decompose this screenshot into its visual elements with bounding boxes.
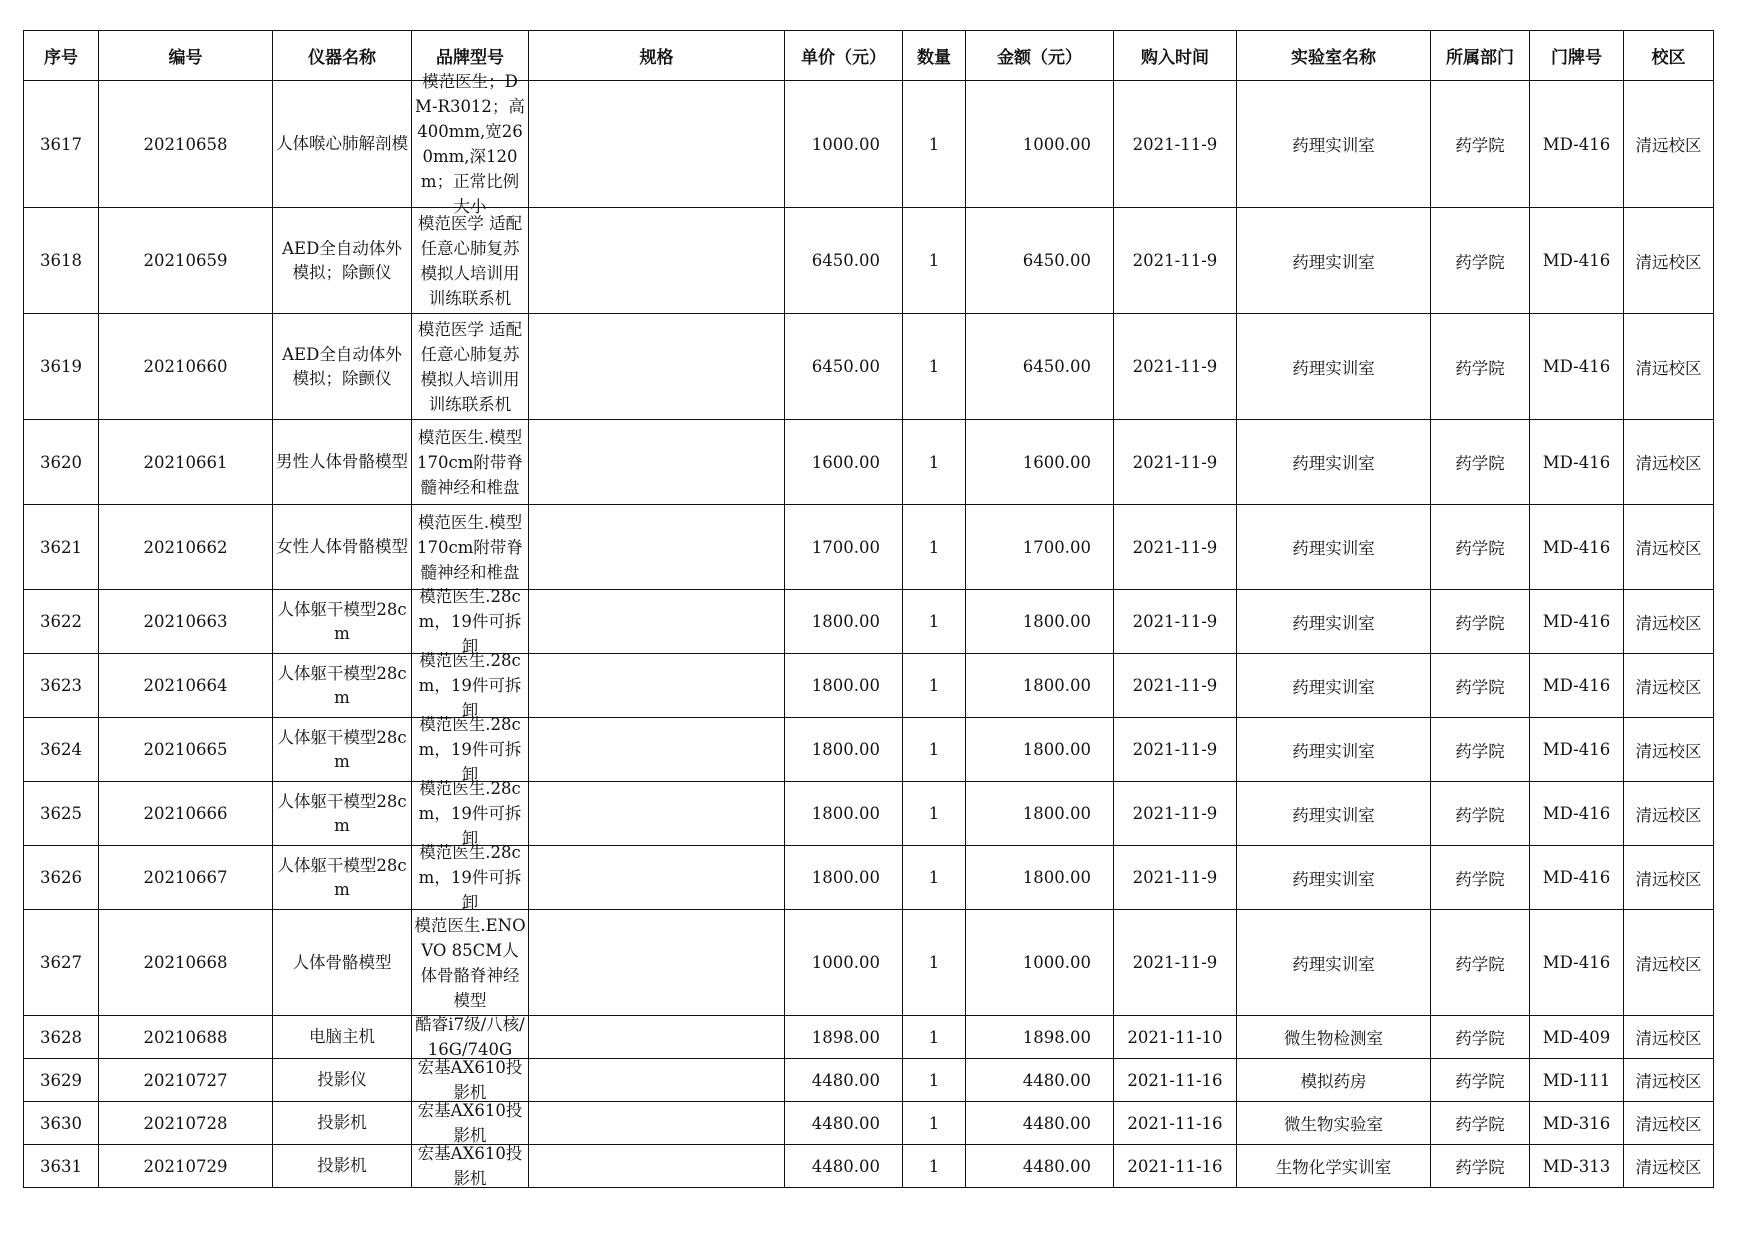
- cell-spec: [529, 654, 785, 718]
- cell-seq: 3630: [24, 1102, 99, 1145]
- cell-name: [273, 782, 412, 846]
- cell-date: 2021-11-16: [1114, 1145, 1237, 1188]
- cell-room: MD-416: [1530, 590, 1624, 654]
- cell-spec: [529, 1102, 785, 1145]
- cell-lab: 药理实训室: [1237, 910, 1431, 1016]
- cell-code: 20210658: [99, 81, 273, 208]
- cell-campus: 清远校区: [1624, 590, 1714, 654]
- cell-lab: 模拟药房: [1237, 1059, 1431, 1102]
- cell-seq: 3620: [24, 420, 99, 505]
- brand-text: 宏基AX610投影机: [417, 1058, 523, 1102]
- cell-seq: 3617: [24, 81, 99, 208]
- cell-amount: 4480.00: [966, 1102, 1114, 1145]
- cell-room: MD-416: [1530, 846, 1624, 910]
- cell-amount: 1800.00: [966, 782, 1114, 846]
- cell-campus: 清远校区: [1624, 718, 1714, 782]
- instrument-name-text: AED全自动体外模拟；除颤仪: [282, 344, 402, 388]
- cell-campus: 清远校区: [1624, 910, 1714, 1016]
- cell-code: 20210659: [99, 208, 273, 314]
- cell-name: [273, 718, 412, 782]
- cell-code: 20210727: [99, 1059, 273, 1102]
- cell-dept: 药学院: [1431, 654, 1530, 718]
- inventory-table: [23, 30, 1714, 1188]
- brand-text: 宏基AX610投影机: [417, 1144, 523, 1188]
- cell-name: [273, 1016, 412, 1059]
- cell-seq: 3626: [24, 846, 99, 910]
- cell-lab: 药理实训室: [1237, 208, 1431, 314]
- cell-room: MD-416: [1530, 420, 1624, 505]
- cell-amount: 1000.00: [966, 910, 1114, 1016]
- cell-code: 20210660: [99, 314, 273, 420]
- cell-code: 20210728: [99, 1102, 273, 1145]
- cell-room: MD-416: [1530, 208, 1624, 314]
- cell-date: 2021-11-10: [1114, 1016, 1237, 1059]
- cell-price: 1700.00: [785, 505, 903, 590]
- cell-spec: [529, 505, 785, 590]
- cell-spec: [529, 718, 785, 782]
- cell-spec: [529, 420, 785, 505]
- cell-room: MD-111: [1530, 1059, 1624, 1102]
- table-row: [24, 654, 1714, 718]
- cell-dept: 药学院: [1431, 1016, 1530, 1059]
- header-room: 门牌号: [1530, 31, 1624, 81]
- brand-text: 模范医生.28cm，19件可拆卸: [418, 779, 522, 848]
- cell-amount: 1700.00: [966, 505, 1114, 590]
- cell-campus: 清远校区: [1624, 782, 1714, 846]
- cell-date: 2021-11-9: [1114, 718, 1237, 782]
- cell-name: [273, 590, 412, 654]
- cell-qty: 1: [903, 81, 966, 208]
- cell-campus: 清远校区: [1624, 420, 1714, 505]
- cell-lab: 微生物实验室: [1237, 1102, 1431, 1145]
- cell-amount: 6450.00: [966, 314, 1114, 420]
- cell-brand: [412, 779, 529, 848]
- cell-room: MD-409: [1530, 1016, 1624, 1059]
- cell-room: MD-416: [1530, 654, 1624, 718]
- header-campus: 校区: [1624, 31, 1714, 81]
- cell-dept: 药学院: [1431, 846, 1530, 910]
- cell-lab: 药理实训室: [1237, 505, 1431, 590]
- brand-text: 模范医生.28cm，19件可拆卸: [418, 587, 522, 656]
- cell-dept: 药学院: [1431, 505, 1530, 590]
- cell-seq: 3622: [24, 590, 99, 654]
- cell-campus: 清远校区: [1624, 81, 1714, 208]
- table-row: [24, 718, 1714, 782]
- cell-amount: 1800.00: [966, 590, 1114, 654]
- brand-text: 模范医学 适配任意心肺复苏模拟人培训用训练联系机: [417, 319, 523, 414]
- table-row: [24, 1102, 1714, 1145]
- cell-room: MD-416: [1530, 81, 1624, 208]
- cell-room: MD-416: [1530, 505, 1624, 590]
- header-lab: 实验室名称: [1237, 31, 1431, 81]
- instrument-name-text: 人体骨骼模型: [292, 952, 392, 972]
- cell-dept: 药学院: [1431, 718, 1530, 782]
- cell-name: [273, 1102, 412, 1145]
- cell-campus: 清远校区: [1624, 1016, 1714, 1059]
- instrument-name-text: 人体躯干模型28cm: [277, 727, 407, 771]
- instrument-name-text: 投影机: [317, 1113, 367, 1132]
- instrument-name-text: 电脑主机: [309, 1027, 375, 1046]
- table-body: [24, 72, 1714, 1188]
- cell-qty: 1: [903, 1145, 966, 1188]
- cell-name: [273, 654, 412, 718]
- cell-price: 4480.00: [785, 1145, 903, 1188]
- header-dept: 所属部门: [1431, 31, 1530, 81]
- cell-code: 20210668: [99, 910, 273, 1016]
- cell-dept: 药学院: [1431, 1102, 1530, 1145]
- cell-qty: 1: [903, 1059, 966, 1102]
- cell-brand: [412, 651, 529, 720]
- cell-dept: 药学院: [1431, 208, 1530, 314]
- instrument-name-text: AED全自动体外模拟；除颤仪: [282, 238, 402, 282]
- cell-spec: [529, 208, 785, 314]
- cell-brand: [412, 715, 529, 784]
- cell-lab: 药理实训室: [1237, 81, 1431, 208]
- cell-room: MD-416: [1530, 782, 1624, 846]
- brand-text: 模范医生.ENOVO 85CM人体骨骼脊神经模型: [414, 915, 526, 1010]
- cell-amount: 1800.00: [966, 718, 1114, 782]
- cell-price: 1800.00: [785, 654, 903, 718]
- cell-brand: [412, 1102, 529, 1145]
- cell-price: 1800.00: [785, 590, 903, 654]
- cell-code: 20210729: [99, 1145, 273, 1188]
- cell-brand: [412, 420, 529, 505]
- cell-date: 2021-11-9: [1114, 81, 1237, 208]
- cell-amount: 1800.00: [966, 654, 1114, 718]
- cell-date: 2021-11-9: [1114, 782, 1237, 846]
- cell-seq: 3625: [24, 782, 99, 846]
- cell-brand: [412, 1016, 529, 1059]
- cell-amount: 4480.00: [966, 1059, 1114, 1102]
- instrument-name-text: 人体躯干模型28cm: [277, 663, 407, 707]
- cell-qty: 1: [903, 1016, 966, 1059]
- cell-qty: 1: [903, 208, 966, 314]
- cell-seq: 3624: [24, 718, 99, 782]
- cell-price: 1800.00: [785, 846, 903, 910]
- cell-seq: 3619: [24, 314, 99, 420]
- cell-dept: 药学院: [1431, 782, 1530, 846]
- instrument-name-text: 人体躯干模型28cm: [277, 599, 407, 643]
- table-row: [24, 420, 1714, 505]
- header-price: 单价（元）: [785, 31, 903, 81]
- cell-brand: [412, 505, 529, 590]
- cell-dept: 药学院: [1431, 420, 1530, 505]
- cell-lab: 药理实训室: [1237, 782, 1431, 846]
- brand-text: 模范医学 适配任意心肺复苏模拟人培训用训练联系机: [417, 213, 523, 308]
- cell-name: [273, 1059, 412, 1102]
- cell-lab: 微生物检测室: [1237, 1016, 1431, 1059]
- brand-text: 宏基AX610投影机: [417, 1101, 523, 1145]
- cell-qty: 1: [903, 1102, 966, 1145]
- cell-spec: [529, 1016, 785, 1059]
- cell-price: 1800.00: [785, 782, 903, 846]
- header-name: 仪器名称: [273, 31, 412, 81]
- cell-date: 2021-11-9: [1114, 314, 1237, 420]
- cell-name: [273, 314, 412, 420]
- cell-lab: 药理实训室: [1237, 590, 1431, 654]
- cell-room: MD-313: [1530, 1145, 1624, 1188]
- header-amount: 金额（元）: [966, 31, 1114, 81]
- cell-price: 4480.00: [785, 1102, 903, 1145]
- brand-text: 模范医生.模型170cm附带脊髓神经和椎盘: [417, 512, 523, 582]
- cell-spec: [529, 782, 785, 846]
- cell-brand: [412, 208, 529, 314]
- cell-price: 1000.00: [785, 81, 903, 208]
- cell-qty: 1: [903, 314, 966, 420]
- header-code: 编号: [99, 31, 273, 81]
- cell-date: 2021-11-9: [1114, 505, 1237, 590]
- cell-code: 20210662: [99, 505, 273, 590]
- cell-brand: [412, 1145, 529, 1188]
- cell-campus: 清远校区: [1624, 314, 1714, 420]
- cell-code: 20210667: [99, 846, 273, 910]
- cell-seq: 3618: [24, 208, 99, 314]
- instrument-name-text: 女性人体骨骼模型: [276, 537, 408, 556]
- cell-qty: 1: [903, 420, 966, 505]
- cell-seq: 3627: [24, 910, 99, 1016]
- table-row: [24, 208, 1714, 314]
- cell-amount: 1800.00: [966, 846, 1114, 910]
- cell-spec: [529, 590, 785, 654]
- cell-dept: 药学院: [1431, 81, 1530, 208]
- table-row: [24, 1059, 1714, 1102]
- cell-price: 6450.00: [785, 208, 903, 314]
- table-row: [24, 846, 1714, 910]
- cell-room: MD-416: [1530, 314, 1624, 420]
- table-row: [24, 910, 1714, 1016]
- cell-lab: 药理实训室: [1237, 846, 1431, 910]
- cell-code: 20210666: [99, 782, 273, 846]
- instrument-name-text: 男性人体骨骼模型: [276, 452, 408, 471]
- cell-code: 20210661: [99, 420, 273, 505]
- cell-lab: 药理实训室: [1237, 420, 1431, 505]
- cell-campus: 清远校区: [1624, 846, 1714, 910]
- table-row: [24, 1145, 1714, 1188]
- cell-campus: 清远校区: [1624, 208, 1714, 314]
- cell-code: 20210665: [99, 718, 273, 782]
- cell-dept: 药学院: [1431, 314, 1530, 420]
- header-seq: 序号: [24, 31, 99, 81]
- cell-seq: 3629: [24, 1059, 99, 1102]
- cell-date: 2021-11-16: [1114, 1102, 1237, 1145]
- cell-price: 1000.00: [785, 910, 903, 1016]
- table-row: [24, 81, 1714, 208]
- cell-price: 4480.00: [785, 1059, 903, 1102]
- cell-amount: 1898.00: [966, 1016, 1114, 1059]
- cell-brand: [412, 1059, 529, 1102]
- cell-date: 2021-11-9: [1114, 208, 1237, 314]
- cell-spec: [529, 1145, 785, 1188]
- cell-dept: 药学院: [1431, 590, 1530, 654]
- header-date: 购入时间: [1114, 31, 1237, 81]
- cell-brand: [412, 314, 529, 420]
- cell-spec: [529, 1059, 785, 1102]
- cell-amount: 4480.00: [966, 1145, 1114, 1188]
- cell-code: 20210688: [99, 1016, 273, 1059]
- cell-brand: [412, 843, 529, 912]
- instrument-name-text: 投影机: [317, 1156, 367, 1175]
- cell-qty: 1: [903, 910, 966, 1016]
- instrument-name-text: 人体躯干模型28cm: [277, 791, 407, 835]
- cell-lab: 药理实训室: [1237, 314, 1431, 420]
- cell-lab: 药理实训室: [1237, 654, 1431, 718]
- header-brand: 品牌型号: [412, 31, 529, 81]
- table-row: [24, 782, 1714, 846]
- table-row: [24, 314, 1714, 420]
- instrument-name-text: 人体躯干模型28cm: [277, 855, 407, 899]
- header-spec: 规格: [529, 31, 785, 81]
- cell-dept: 药学院: [1431, 910, 1530, 1016]
- instrument-name-text: 人体喉心肺解剖模: [276, 134, 408, 153]
- cell-lab: 药理实训室: [1237, 718, 1431, 782]
- cell-date: 2021-11-9: [1114, 910, 1237, 1016]
- instrument-name-text: 投影仪: [317, 1070, 367, 1089]
- cell-brand: [412, 72, 529, 216]
- table-row: [24, 505, 1714, 590]
- cell-seq: 3621: [24, 505, 99, 590]
- cell-room: MD-416: [1530, 718, 1624, 782]
- cell-price: 1898.00: [785, 1016, 903, 1059]
- cell-spec: [529, 81, 785, 208]
- cell-qty: 1: [903, 718, 966, 782]
- cell-amount: 1000.00: [966, 81, 1114, 208]
- brand-text: 模范医生.模型170cm附带脊髓神经和椎盘: [417, 427, 523, 497]
- brand-text: 酷睿i7级/八核/16G/740G: [415, 1015, 525, 1059]
- cell-date: 2021-11-9: [1114, 846, 1237, 910]
- brand-text: 模范医生.28cm，19件可拆卸: [418, 843, 522, 912]
- cell-date: 2021-11-16: [1114, 1059, 1237, 1102]
- cell-qty: 1: [903, 590, 966, 654]
- cell-name: [273, 81, 412, 208]
- cell-campus: 清远校区: [1624, 505, 1714, 590]
- cell-seq: 3631: [24, 1145, 99, 1188]
- cell-name: [273, 910, 412, 1016]
- cell-room: MD-416: [1530, 910, 1624, 1016]
- brand-text: 模范医生；DM-R3012；高400mm,宽260mm,深120m；正常比例大小: [415, 72, 525, 216]
- cell-qty: 1: [903, 654, 966, 718]
- brand-text: 模范医生.28cm，19件可拆卸: [418, 651, 522, 720]
- cell-qty: 1: [903, 782, 966, 846]
- brand-text: 模范医生.28cm，19件可拆卸: [418, 715, 522, 784]
- cell-dept: 药学院: [1431, 1145, 1530, 1188]
- cell-dept: 药学院: [1431, 1059, 1530, 1102]
- cell-campus: 清远校区: [1624, 1059, 1714, 1102]
- header-qty: 数量: [903, 31, 966, 81]
- cell-name: [273, 846, 412, 910]
- cell-spec: [529, 910, 785, 1016]
- cell-seq: 3628: [24, 1016, 99, 1059]
- cell-campus: 清远校区: [1624, 1102, 1714, 1145]
- cell-brand: [412, 587, 529, 656]
- cell-qty: 1: [903, 846, 966, 910]
- cell-name: [273, 420, 412, 505]
- cell-code: 20210663: [99, 590, 273, 654]
- table-row: [24, 590, 1714, 654]
- cell-date: 2021-11-9: [1114, 654, 1237, 718]
- cell-spec: [529, 314, 785, 420]
- cell-room: MD-316: [1530, 1102, 1624, 1145]
- cell-price: 1800.00: [785, 718, 903, 782]
- cell-date: 2021-11-9: [1114, 590, 1237, 654]
- cell-qty: 1: [903, 505, 966, 590]
- cell-amount: 6450.00: [966, 208, 1114, 314]
- cell-campus: 清远校区: [1624, 1145, 1714, 1188]
- cell-lab: 生物化学实训室: [1237, 1145, 1431, 1188]
- cell-price: 1600.00: [785, 420, 903, 505]
- cell-price: 6450.00: [785, 314, 903, 420]
- cell-seq: 3623: [24, 654, 99, 718]
- cell-name: [273, 505, 412, 590]
- cell-name: [273, 208, 412, 314]
- header-row: [24, 31, 1714, 81]
- cell-date: 2021-11-9: [1114, 420, 1237, 505]
- table-row: [24, 1016, 1714, 1059]
- cell-brand: [412, 910, 529, 1016]
- cell-code: 20210664: [99, 654, 273, 718]
- cell-spec: [529, 846, 785, 910]
- cell-name: [273, 1145, 412, 1188]
- cell-campus: 清远校区: [1624, 654, 1714, 718]
- cell-amount: 1600.00: [966, 420, 1114, 505]
